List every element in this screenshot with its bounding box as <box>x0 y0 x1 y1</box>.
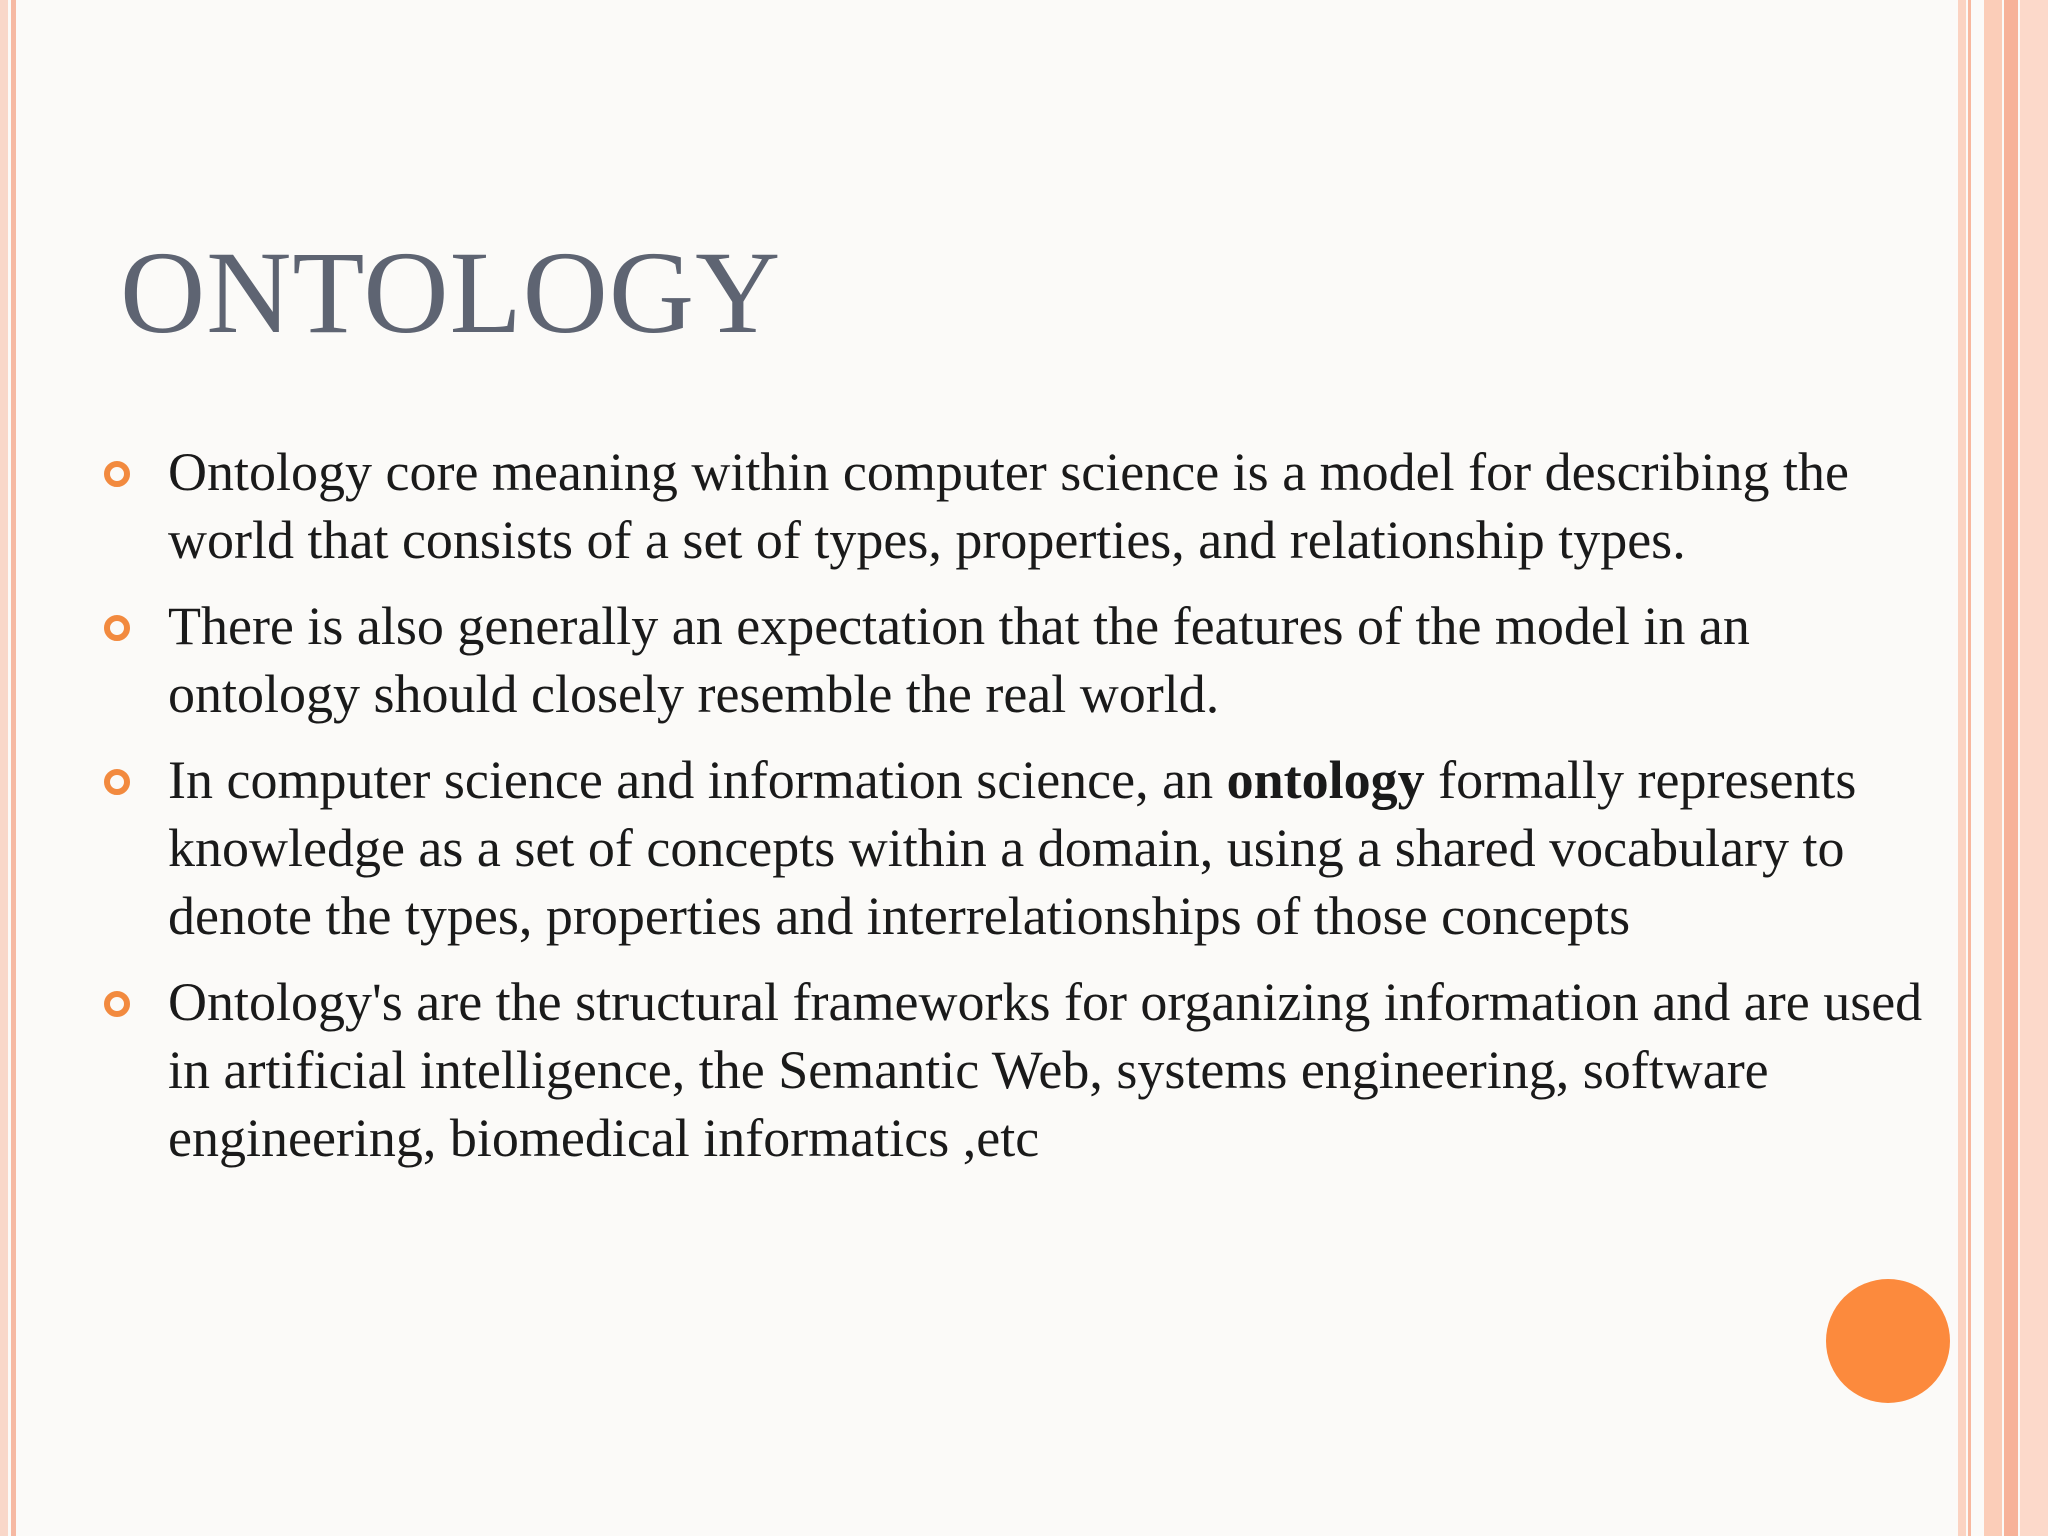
left-border-stripe-inner <box>11 0 16 1536</box>
left-border-stripe <box>0 0 8 1536</box>
right-border-stripe-outer <box>2020 0 2048 1536</box>
right-border-stripe <box>1958 0 1966 1536</box>
bullet-list <box>104 438 1954 1190</box>
bullet-item-1 <box>104 438 1954 574</box>
bullet-item-3 <box>104 746 1954 950</box>
bullet-text: There is also generally an expectation that the features of the model in an ontology should closely resemble the real world. <box>168 596 1750 724</box>
bullet-text: Ontology's are the structural frameworks for organizing information and are used in artificial intelligence, the Semantic Web, systems engineering, software engineering, biomedical informatics ,etc <box>168 972 1923 1168</box>
right-border-stripe-wide <box>1984 0 2002 1536</box>
slide-title: ONTOLOGY <box>120 227 782 358</box>
bullet-bold-term: ontology <box>1226 750 1425 810</box>
bullet-item-2 <box>104 592 1954 728</box>
bullet-text-before: In computer science and information science, an <box>168 750 1227 810</box>
right-border-stripe-thin <box>1968 0 1971 1536</box>
bullet-text-after: formally represents knowledge as a set of concepts within a domain, using a shared vocabulary to denote the types, properties and interrelationships of those concepts <box>168 750 1857 946</box>
hollow-circle-bullet-icon <box>104 615 130 641</box>
bullet-item-4 <box>104 968 1954 1172</box>
hollow-circle-bullet-icon <box>104 991 130 1017</box>
right-border-stripe-dark <box>2004 0 2018 1536</box>
orange-circle-icon <box>1826 1279 1950 1403</box>
hollow-circle-bullet-icon <box>104 769 130 795</box>
hollow-circle-bullet-icon <box>104 461 130 487</box>
bullet-text: Ontology core meaning within computer science is a model for describing the world that consists of a set of types, properties, and relationship types. <box>168 442 1850 570</box>
